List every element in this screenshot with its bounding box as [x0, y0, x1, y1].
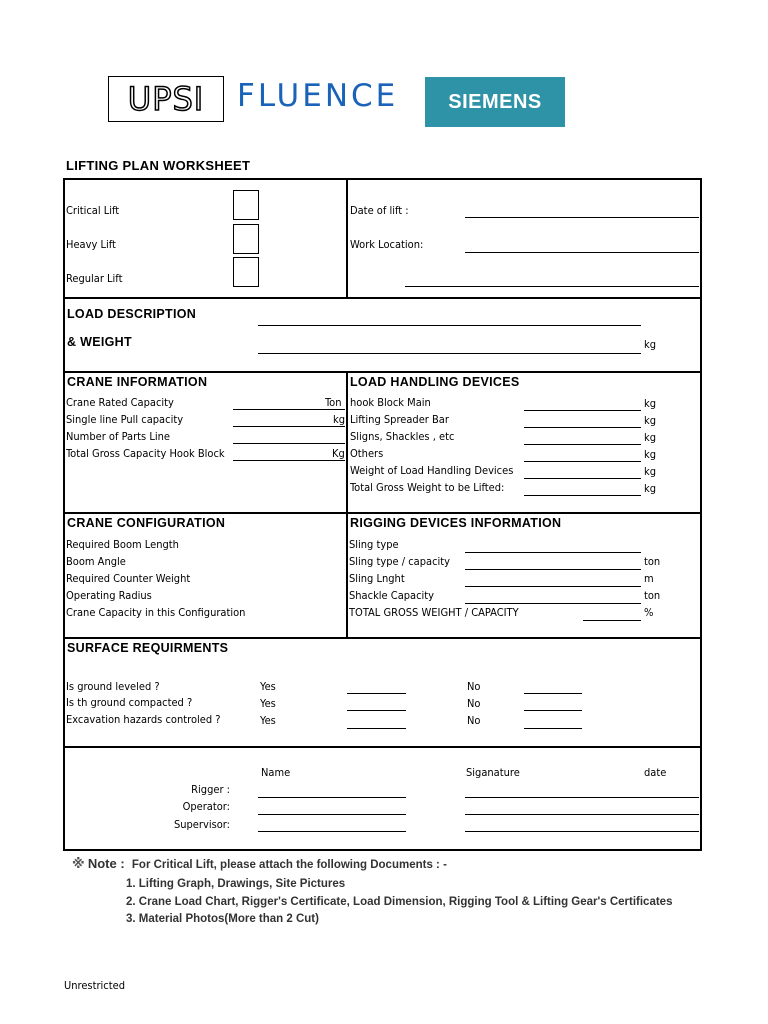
shackle-capacity-label: Shackle Capacity — [349, 589, 435, 602]
load-handling-title: LOAD HANDLING DEVICES — [350, 375, 520, 389]
divider-v-2 — [346, 371, 348, 638]
rigging-devices-title: RIGGING DEVICES INFORMATION — [350, 516, 562, 530]
hook-block-main-label: hook Block Main — [350, 396, 431, 409]
hook-block-capacity-label: Total Gross Capacity Hook Block — [66, 447, 225, 460]
load-weight-title: & WEIGHT — [67, 335, 132, 349]
work-location-field[interactable] — [465, 252, 699, 253]
sling-capacity-field[interactable] — [465, 569, 641, 570]
ground-leveled-label: Is ground leveled ? — [66, 680, 160, 693]
note-intro: For Critical Lift, please attach the following Documents : - — [131, 859, 447, 871]
excavation-hazards-yes-field[interactable] — [347, 728, 406, 729]
load-weight-unit: kg — [644, 338, 657, 351]
supervisor-label: Supervisor: — [173, 818, 230, 831]
regular-lift-label: Regular Lift — [66, 272, 123, 285]
note-label: Note : — [87, 856, 125, 871]
others-label: Others — [350, 447, 384, 460]
handling-devices-weight-field[interactable] — [524, 478, 641, 479]
heavy-lift-checkbox[interactable] — [233, 224, 259, 254]
ground-leveled-yes-label: Yes — [260, 680, 276, 693]
name-column-header: Name — [261, 766, 291, 779]
others-field[interactable] — [524, 461, 641, 462]
critical-lift-checkbox[interactable] — [233, 190, 259, 220]
load-weight-field[interactable] — [258, 353, 641, 354]
hook-block-main-field[interactable] — [524, 410, 641, 411]
total-gross-weight-unit: kg — [644, 482, 657, 495]
ground-compacted-no-field[interactable] — [524, 710, 582, 711]
slings-shackles-label: Sligns, Shackles , etc — [350, 430, 455, 443]
sling-type-label: Sling type — [349, 538, 399, 551]
boom-angle-label: Boom Angle — [66, 555, 126, 568]
rigger-signature-field[interactable] — [465, 797, 699, 798]
divider-2 — [63, 371, 702, 373]
ground-compacted-label: Is th ground compacted ? — [66, 696, 193, 709]
note-item-3: 3. Material Photos(More than 2 Cut) — [126, 913, 319, 925]
regular-lift-checkbox[interactable] — [233, 257, 259, 287]
divider-5 — [63, 746, 702, 748]
crane-rated-capacity-unit: Ton — [325, 396, 342, 409]
parts-line-label: Number of Parts Line — [66, 430, 170, 443]
shackle-capacity-field[interactable] — [465, 603, 641, 604]
spreader-bar-label: Lifting Spreader Bar — [350, 413, 449, 426]
divider-1 — [63, 297, 702, 299]
operator-signature-field[interactable] — [465, 814, 699, 815]
note-item-2: 2. Crane Load Chart, Rigger's Certificate, Load Dimension, Rigging Tool & Lifting Gear's Certificates — [126, 896, 673, 908]
page-title: LIFTING PLAN WORKSHEET — [66, 158, 251, 173]
crane-configuration-title: CRANE CONFIGURATION — [67, 516, 226, 530]
sling-length-field[interactable] — [465, 586, 641, 587]
supervisor-name-field[interactable] — [258, 831, 406, 832]
rigger-name-field[interactable] — [258, 797, 406, 798]
total-weight-capacity-label: TOTAL GROSS WEIGHT / CAPACITY — [349, 606, 519, 619]
slings-shackles-field[interactable] — [524, 444, 641, 445]
frame-left — [63, 178, 65, 851]
hook-block-capacity-field[interactable] — [233, 460, 345, 461]
rigger-label: Rigger : — [191, 783, 230, 796]
counter-weight-label: Required Counter Weight — [66, 572, 191, 585]
divider-4 — [63, 637, 702, 639]
sling-length-unit: m — [644, 572, 654, 585]
ground-compacted-yes-field[interactable] — [347, 710, 406, 711]
ground-leveled-no-label: No — [467, 680, 481, 693]
classification-label: Unrestricted — [64, 979, 125, 992]
frame-top — [63, 178, 702, 180]
frame-bottom — [63, 849, 702, 851]
total-gross-weight-label: Total Gross Weight to be Lifted: — [350, 481, 505, 494]
operating-radius-label: Operating Radius — [66, 589, 152, 602]
sling-capacity-label: Sling type / capacity — [349, 555, 450, 568]
sling-length-label: Sling Lnght — [349, 572, 405, 585]
divider-v-1 — [346, 178, 348, 298]
work-location-field-2[interactable] — [405, 286, 699, 287]
reference-mark-icon: ※ — [72, 856, 85, 871]
excavation-hazards-no-field[interactable] — [524, 728, 582, 729]
shackle-capacity-unit: ton — [644, 589, 661, 602]
load-description-field[interactable] — [258, 325, 641, 326]
load-description-title: LOAD DESCRIPTION — [67, 307, 197, 321]
excavation-hazards-yes-label: Yes — [260, 714, 276, 727]
single-line-pull-field[interactable] — [233, 426, 345, 427]
crane-capacity-config-label: Crane Capacity in this Configuration — [66, 606, 246, 619]
crane-rated-capacity-field[interactable] — [233, 409, 345, 410]
divider-3 — [63, 512, 702, 514]
frame-right — [700, 178, 702, 851]
excavation-hazards-label: Excavation hazards controled ? — [66, 713, 221, 726]
total-gross-weight-field[interactable] — [524, 495, 641, 496]
siemens-logo: SIEMENS — [425, 77, 565, 127]
total-weight-capacity-unit: % — [644, 606, 654, 619]
handling-devices-weight-label: Weight of Load Handling Devices — [350, 464, 514, 477]
date-of-lift-label: Date of lift : — [350, 204, 409, 217]
heavy-lift-label: Heavy Lift — [66, 238, 116, 251]
single-line-pull-label: Single line Pull capacity — [66, 413, 184, 426]
sling-capacity-unit: ton — [644, 555, 661, 568]
crane-rated-capacity-label: Crane Rated Capacity — [66, 396, 174, 409]
excavation-hazards-no-label: No — [467, 714, 481, 727]
date-column-header: date — [644, 766, 667, 779]
hook-block-capacity-unit: Kg — [332, 447, 345, 460]
handling-devices-weight-unit: kg — [644, 465, 657, 478]
total-weight-capacity-field[interactable] — [583, 620, 641, 621]
slings-shackles-unit: kg — [644, 431, 657, 444]
spreader-bar-field[interactable] — [524, 427, 641, 428]
hook-block-main-unit: kg — [644, 397, 657, 410]
operator-name-field[interactable] — [258, 814, 406, 815]
surface-requirements-title: SURFACE REQUIRMENTS — [67, 641, 229, 655]
ground-compacted-no-label: No — [467, 697, 481, 710]
ground-leveled-no-field[interactable] — [524, 693, 582, 694]
ground-leveled-yes-field[interactable] — [347, 693, 406, 694]
ground-compacted-yes-label: Yes — [260, 697, 276, 710]
work-location-label: Work Location: — [350, 238, 424, 251]
signature-column-header: Siganature — [466, 766, 520, 779]
supervisor-signature-field[interactable] — [465, 831, 699, 832]
sling-type-field[interactable] — [465, 552, 641, 553]
date-of-lift-field[interactable] — [465, 217, 699, 218]
crane-information-title: CRANE INFORMATION — [67, 375, 208, 389]
boom-length-label: Required Boom Length — [66, 538, 179, 551]
spreader-bar-unit: kg — [644, 414, 657, 427]
note-item-1: 1. Lifting Graph, Drawings, Site Pictures — [126, 878, 346, 890]
others-unit: kg — [644, 448, 657, 461]
operator-label: Operator: — [182, 800, 230, 813]
fluence-logo: FLUENCE — [237, 78, 399, 114]
critical-lift-label: Critical Lift — [66, 204, 120, 217]
note-line — [72, 856, 447, 872]
upsi-logo: UPSI — [108, 76, 224, 122]
single-line-pull-unit: kg — [333, 413, 346, 426]
parts-line-field[interactable] — [233, 443, 345, 444]
